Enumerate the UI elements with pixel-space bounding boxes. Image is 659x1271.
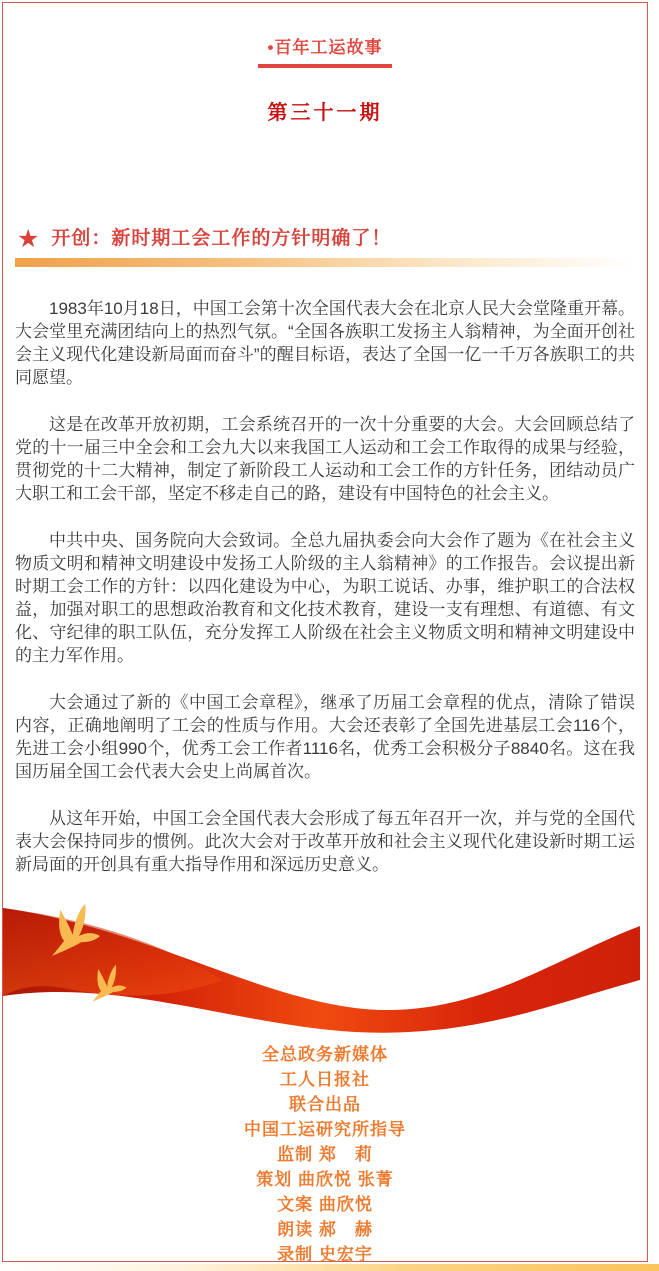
series-title: •百年工运故事 (267, 38, 383, 57)
series-header (15, 37, 635, 68)
credit-line: 策划 曲欣悦 张菁 (256, 1170, 394, 1189)
paragraph: 大会通过了新的《中国工会章程》，继承了历届工会章程的优点，清除了错误内容，正确地阐明了工会的性质与作用。大会还表彰了全国先进基层工会116个，先进工会小组990个，优秀工会工作者1116名，优秀工会积极分子8840名。这在我国历届全国工会代表大会史上尚属首次。 (15, 693, 635, 781)
paragraph: 中共中央、国务院向大会致词。全总九届执委会向大会作了题为《在社会主义物质文明和精神文明建设中发扬工人阶级的主人翁精神》的工作报告。会议提出新时期工会工作的方针：以四化建设为中心，为职工说话、办事，维护职工的合法权益，加强对职工的思想政治教育和文化技术教育，建设一支有理想、有道德、有文化、守纪律的职工队伍，充分发挥工人阶级在社会主义物质文明和精神文明建设中的主力军作用。 (15, 531, 635, 665)
paragraph: 这是在改革开放初期，工会系统召开的一次十分重要的大会。大会回顾总结了党的十一届三中全会和工会九大以来我国工人运动和工会工作取得的成果与经验，贯彻党的十二大精神，制定了新阶段工人运动和工会工作的方针任务，团结动员广大职工和工会干部，坚定不移走自己的路，建设有中国特色的社会主义。 (15, 415, 635, 503)
article-title: 开创：新时期工会工作的方针明确了！ (51, 228, 392, 249)
headline-gradient-bar (15, 258, 635, 267)
ribbon-decoration (3, 900, 647, 1034)
star-icon: ★ (17, 224, 40, 253)
credit-line: 中国工运研究所指导 (244, 1120, 406, 1139)
credit-line: 工人日报社 (280, 1070, 370, 1089)
credits-block (15, 1042, 635, 1267)
issue-label: 第三十一期 (267, 102, 383, 124)
series-underline (258, 64, 392, 68)
credit-line: 朗读 郝 赫 (277, 1220, 373, 1239)
credit-line: 全总政务新媒体 (262, 1045, 388, 1064)
credit-line: 监制 郑 莉 (277, 1145, 373, 1164)
bottom-gold-bar (0, 1264, 659, 1271)
page-frame (2, 2, 648, 1262)
paragraph: 1983年10月18日，中国工会第十次全国代表大会在北京人民大会堂隆重开幕。大会堂里充满团结向上的热烈气氛。“全国各族职工发扬主人翁精神，为全面开创社会主义现代化建设新局面而奋斗”的醒目标语，表达了全国一亿一千万各族职工的共同愿望。 (15, 299, 635, 387)
article-body (15, 297, 635, 876)
credit-line: 录制 史宏宇 (277, 1245, 373, 1264)
credit-line: 文案 曲欣悦 (277, 1195, 373, 1214)
credit-line: 联合出品 (289, 1095, 361, 1114)
paragraph: 从这年开始，中国工会全国代表大会形成了每五年召开一次，并与党的全国代表大会保持同步的惯例。此次大会对于改革开放和社会主义现代化建设新时期工运新局面的开创具有重大指导作用和深远历史意义。 (15, 809, 635, 874)
article-headline (15, 226, 635, 252)
